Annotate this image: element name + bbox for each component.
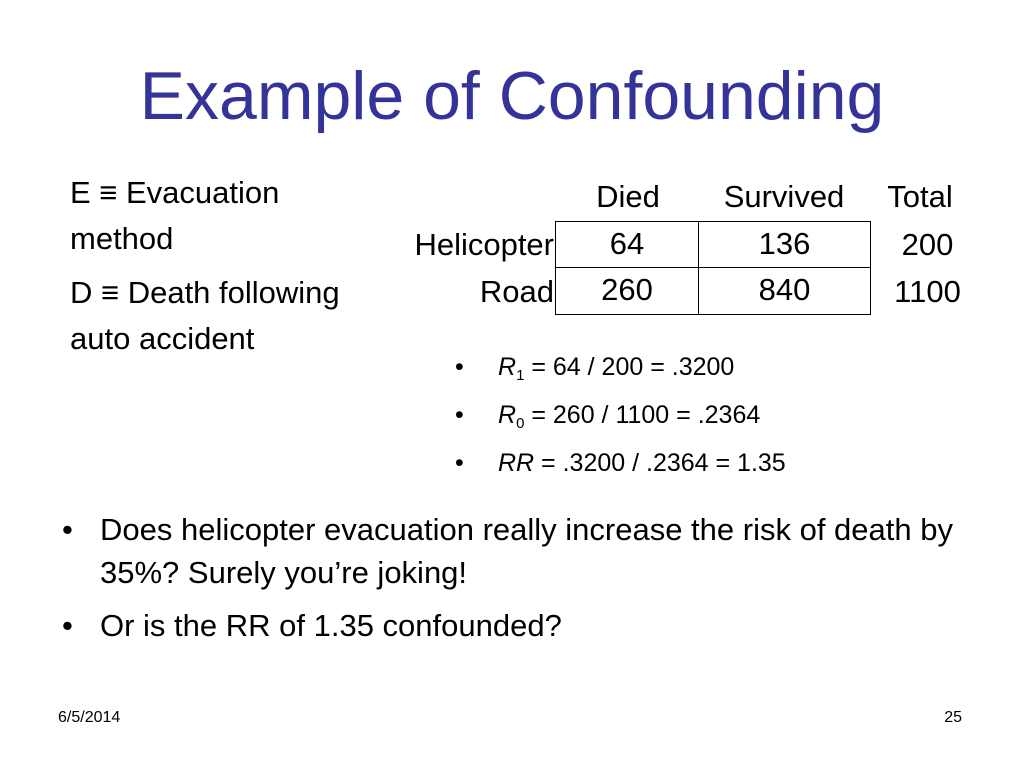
bullet-text: Does helicopter evacuation really increase the risk of death by 35%? Surely you’re joking! — [100, 512, 953, 590]
slide-number: 25 — [944, 709, 962, 726]
cell-road-survived: 840 — [698, 267, 871, 315]
bullet-dot: • — [62, 512, 73, 547]
calc-item-rr — [455, 439, 975, 487]
column-header-total: Total — [887, 179, 953, 214]
calc-expression: = .3200 / .2364 = 1.35 — [534, 449, 786, 477]
bullet-item — [62, 508, 962, 594]
definition-outcome: D ≡ Death following auto accident — [70, 275, 340, 356]
bullet-dot: • — [455, 401, 464, 429]
bullet-item — [62, 604, 962, 647]
bullet-dot: • — [455, 449, 464, 477]
slide-title: Example of Confounding — [139, 58, 885, 134]
calc-item-r0 — [455, 391, 975, 439]
column-header-survived: Survived — [723, 179, 845, 214]
cell-helicopter-survived: 136 — [698, 221, 871, 268]
definitions — [70, 170, 360, 362]
cell-helicopter-died: 64 — [555, 221, 699, 268]
calc-expression: = 260 / 1100 = .2364 — [524, 401, 761, 429]
bullet-text: Or is the RR of 1.35 confounded? — [100, 608, 562, 643]
calc-subscript: 1 — [516, 367, 525, 384]
cell-road-died: 260 — [555, 267, 699, 315]
definition-exposure: E ≡ Evacuation method — [70, 175, 280, 256]
total-helicopter: 200 — [901, 227, 954, 262]
footer-date: 6/5/2014 — [58, 709, 121, 726]
calc-subscript: 0 — [516, 415, 525, 432]
calc-item-r1 — [455, 343, 975, 391]
row-label-road: Road — [479, 274, 554, 309]
bullet-dot: • — [62, 608, 73, 643]
total-road: 1100 — [894, 274, 961, 309]
calc-variable: R — [498, 401, 517, 429]
column-header-died: Died — [596, 179, 660, 214]
bullet-dot: • — [455, 353, 464, 381]
calc-variable: RR — [498, 449, 535, 477]
main-bullets — [62, 508, 962, 657]
calc-variable: R — [498, 353, 517, 381]
risk-calculations — [455, 343, 975, 487]
row-label-helicopter: Helicopter — [414, 227, 554, 262]
calc-expression: = 64 / 200 = .3200 — [524, 353, 735, 381]
